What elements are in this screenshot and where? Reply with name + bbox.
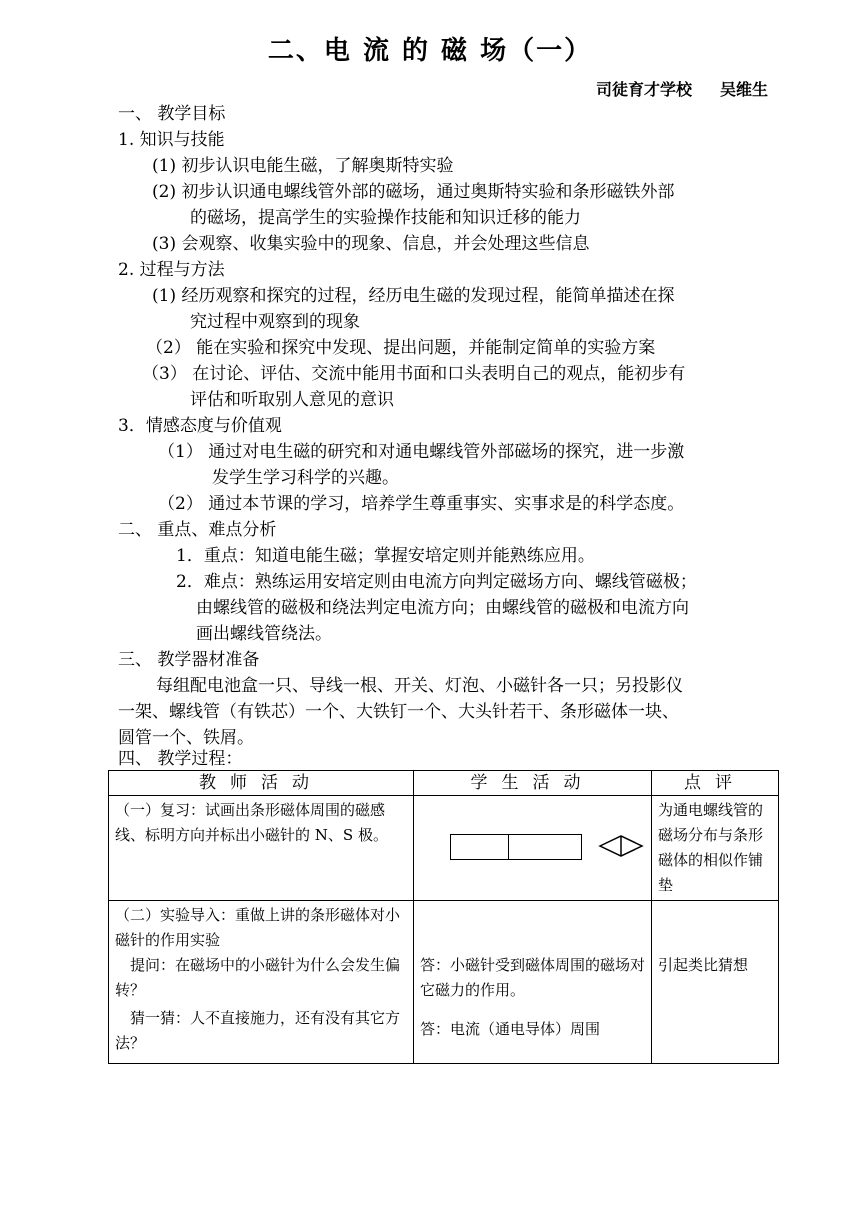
section-2-heading: 二、 重点、难点分析 <box>118 520 277 540</box>
author-name: 吴维生 <box>719 80 768 99</box>
section-1-2: 2. 过程与方法 <box>118 260 225 280</box>
section-1-3-b: （2） 通过本节课的学习，培养学生尊重事实、实事求是的科学态度。 <box>158 494 685 514</box>
section-2-difficulty-cont-2: 画出螺线管绕法。 <box>196 624 332 644</box>
row2-teacher-cell <box>109 901 414 1064</box>
row2-teacher-text-b: 提问：在磁场中的小磁针为什么会发生偏转？ <box>115 956 401 999</box>
section-1-1: 1. 知识与技能 <box>118 130 225 150</box>
section-1-2-a: (1) 经历观察和探究的过程，经历电生磁的发现过程，能简单描述在探 <box>152 286 675 306</box>
row1-student-cell <box>414 796 652 901</box>
section-1-2-a-cont: 究过程中观察到的现象 <box>190 312 360 332</box>
section-3-para-2: 一架、螺线管（有铁芯）一个、大铁钉一个、大头针若干、条形磁体一块、 <box>118 702 679 722</box>
header-student-activity: 学生活动 <box>414 771 652 796</box>
section-2-key-point: 1．重点：知道电能生磁；掌握安培定则并能熟练应用。 <box>176 546 595 566</box>
row2-comment-cell <box>652 901 779 1064</box>
section-3-heading: 三、 教学器材准备 <box>118 650 260 670</box>
author-line <box>596 77 768 100</box>
bar-magnet-icon <box>450 834 582 860</box>
section-1-2-b: （2） 能在实验和探究中发现、提出问题，并能制定简单的实验方案 <box>146 338 656 358</box>
section-1-3: 3．情感态度与价值观 <box>118 416 282 436</box>
table-header-row <box>109 771 779 796</box>
section-3-para-3: 圆管一个、铁屑。 <box>118 728 254 748</box>
section-1-1-a: (1) 初步认识电能生磁，了解奥斯特实验 <box>152 156 454 176</box>
row2-teacher-text-a: （二）实验导入：重做上讲的条形磁体对小磁针的作用实验 <box>115 906 401 949</box>
row2-comment-text: 引起类比猜想 <box>658 956 749 974</box>
compass-needle-icon <box>598 834 644 858</box>
row2-student-text-a: 答：小磁针受到磁体周围的磁场对它磁力的作用。 <box>420 956 646 999</box>
section-1-1-c: (3) 会观察、收集实验中的现象、信息，并会处理这些信息 <box>152 234 590 254</box>
row2-student-cell <box>414 901 652 1064</box>
teaching-process-table <box>108 770 778 1064</box>
section-1-3-a-cont: 发学生学习科学的兴趣。 <box>212 468 399 488</box>
row2-teacher-text-c: 猜一猜：人不直接施力，还有没有其它方法？ <box>115 1009 401 1052</box>
bar-magnet-diagram <box>420 798 645 878</box>
row2-student-text-b: 答：电流（通电导体）周围 <box>420 1020 601 1038</box>
section-1-heading: 一、 教学目标 <box>118 104 226 124</box>
section-1-1-b-cont: 的磁场，提高学生的实验操作技能和知识迁移的能力 <box>190 208 581 228</box>
section-2-difficulty-cont-1: 由螺线管的磁极和绕法判定电流方向；由螺线管的磁极和电流方向 <box>196 598 689 618</box>
row1-teacher-text: （一）复习：试画出条形磁体周围的磁感线、标明方向并标出小磁针的 N、S 极。 <box>115 801 388 844</box>
section-1-2-c-cont: 评估和听取别人意见的意识 <box>190 390 394 410</box>
table-row <box>109 901 779 1064</box>
header-teacher-activity: 教师活动 <box>109 771 414 796</box>
page-title: 二、电 流 的 磁 场（一） <box>267 36 593 66</box>
header-comment: 点评 <box>652 771 779 796</box>
section-3-para-1: 每组配电池盒一只、导线一根、开关、灯泡、小磁针各一只；另投影仪 <box>156 676 683 696</box>
school-name: 司徒育才学校 <box>595 80 692 99</box>
section-1-3-a: （1） 通过对电生磁的研究和对通电螺线管外部磁场的探究，进一步激 <box>158 442 685 462</box>
table-row <box>109 796 779 901</box>
section-1-1-b: (2) 初步认识通电螺线管外部的磁场，通过奥斯特实验和条形磁铁外部 <box>152 182 675 202</box>
row1-teacher-cell <box>109 796 414 901</box>
section-1-2-c: （3） 在讨论、评估、交流中能用书面和口头表明自己的观点，能初步有 <box>142 364 686 384</box>
row1-comment-cell <box>652 796 779 901</box>
section-4-heading: 四、 教学过程： <box>118 749 243 769</box>
row1-comment-text: 为通电螺线管的磁场分布与条形磁体的相似作铺垫 <box>658 801 764 894</box>
section-2-difficulty: 2．难点：熟练运用安培定则由电流方向判定磁场方向、螺线管磁极； <box>176 572 697 592</box>
